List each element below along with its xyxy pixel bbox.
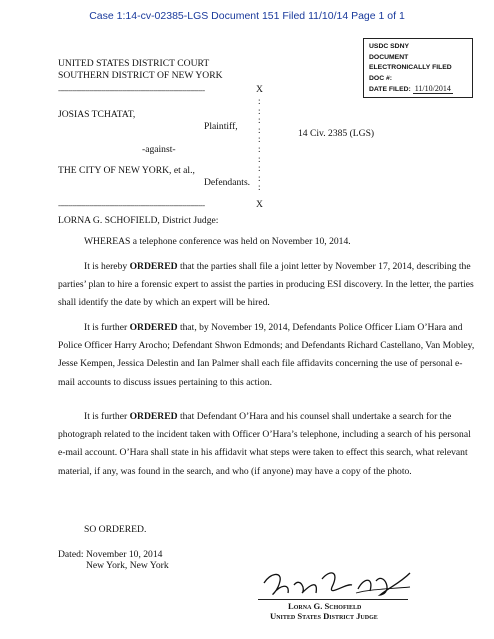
paragraph-order-1: [58, 258, 478, 313]
case-number: 14 Civ. 2385 (LGS): [298, 128, 375, 139]
ecf-header: Case 1:14-cv-02385-LGS Document 151 Filed 11/10/14 Page 1 of 1: [89, 10, 405, 22]
caption-colon-column: : : : : : : : : : :: [258, 96, 261, 193]
order-text: It is further: [84, 411, 130, 422]
stamp-date-row: [369, 84, 467, 96]
ordered-keyword: ORDERED: [129, 322, 178, 333]
order-text: that, by November 19, 2014, Defendants Police Officer Liam O’Hara and Police Officer Harry Arocho; Defendant Shwon Edmonds; and Defendants Richard Castellano, Van Mobley, Jesse Kempen, Jessica Delestin and Ian Palmer shall each file affidavits concerning the use of personal e-mail accounts to discuss issues pertaining to this action.: [58, 322, 475, 388]
dated-place: New York, New York: [86, 560, 169, 571]
against-label: -against-: [142, 144, 176, 155]
stamp-line: USDC SDNY: [369, 43, 410, 50]
paragraph-order-3: [58, 408, 478, 481]
caption-bottom-rule: -----------------------------------------------------------------------: [58, 201, 205, 210]
filing-stamp: [363, 38, 473, 98]
court-district: SOUTHERN DISTRICT OF NEW YORK: [58, 70, 223, 81]
stamp-line: DOCUMENT: [369, 53, 409, 61]
ordered-keyword: ORDERED: [129, 411, 178, 422]
order-text: It is further: [84, 322, 130, 333]
paragraph-order-2: [58, 319, 478, 392]
order-text: that the parties shall file a joint letter by November 17, 2014, describing the parties’ plan to hire a forensic expert to assist the parties in producing ESI discovery. In the letter, the parties shall identify the date by which an expert will be hired.: [58, 261, 474, 309]
ordered-keyword: ORDERED: [129, 261, 178, 272]
signature-name: Lorna G. Schofield: [288, 601, 362, 611]
paragraph-whereas: WHEREAS a telephone conference was held on November 10, 2014.: [84, 236, 351, 247]
stamp-line: ELECTRONICALLY FILED: [369, 64, 452, 71]
caption-x-top: X: [256, 84, 263, 95]
stamp-line: DOC #:: [369, 74, 393, 82]
stamp-date-label: DATE FILED:: [369, 86, 411, 93]
plaintiff-role: Plaintiff,: [204, 121, 238, 132]
order-text: It is hereby: [84, 261, 130, 272]
defendant-name: THE CITY OF NEW YORK, et al.,: [58, 165, 195, 176]
court-name: UNITED STATES DISTRICT COURT: [58, 58, 210, 69]
judge-line: LORNA G. SCHOFIELD, District Judge:: [58, 215, 219, 226]
signature-line: [258, 599, 408, 600]
dated-line: Dated: November 10, 2014: [58, 549, 163, 560]
caption-top-rule: -----------------------------------------------------------------------: [58, 86, 205, 95]
order-text: that Defendant O’Hara and his counsel shall undertake a search for the photograph related to the incident taken with Officer O’Hara’s telephone, including a search of his personal e-mail account. O’Hara shall state in his affidavit what steps were taken to effect this search, what relevant material, if any, was found in the search, and who (if anyone) may have a copy of the photo.: [58, 411, 471, 477]
plaintiff-name: JOSIAS TCHATAT,: [58, 109, 136, 120]
defendant-role: Defendants.: [204, 177, 251, 188]
signature-title: United States District Judge: [270, 611, 378, 621]
stamp-date-value: 11/10/2014: [414, 84, 451, 93]
so-ordered: SO ORDERED.: [84, 524, 147, 535]
judge-signature: [260, 563, 420, 603]
caption-x-bottom: X: [256, 199, 263, 210]
